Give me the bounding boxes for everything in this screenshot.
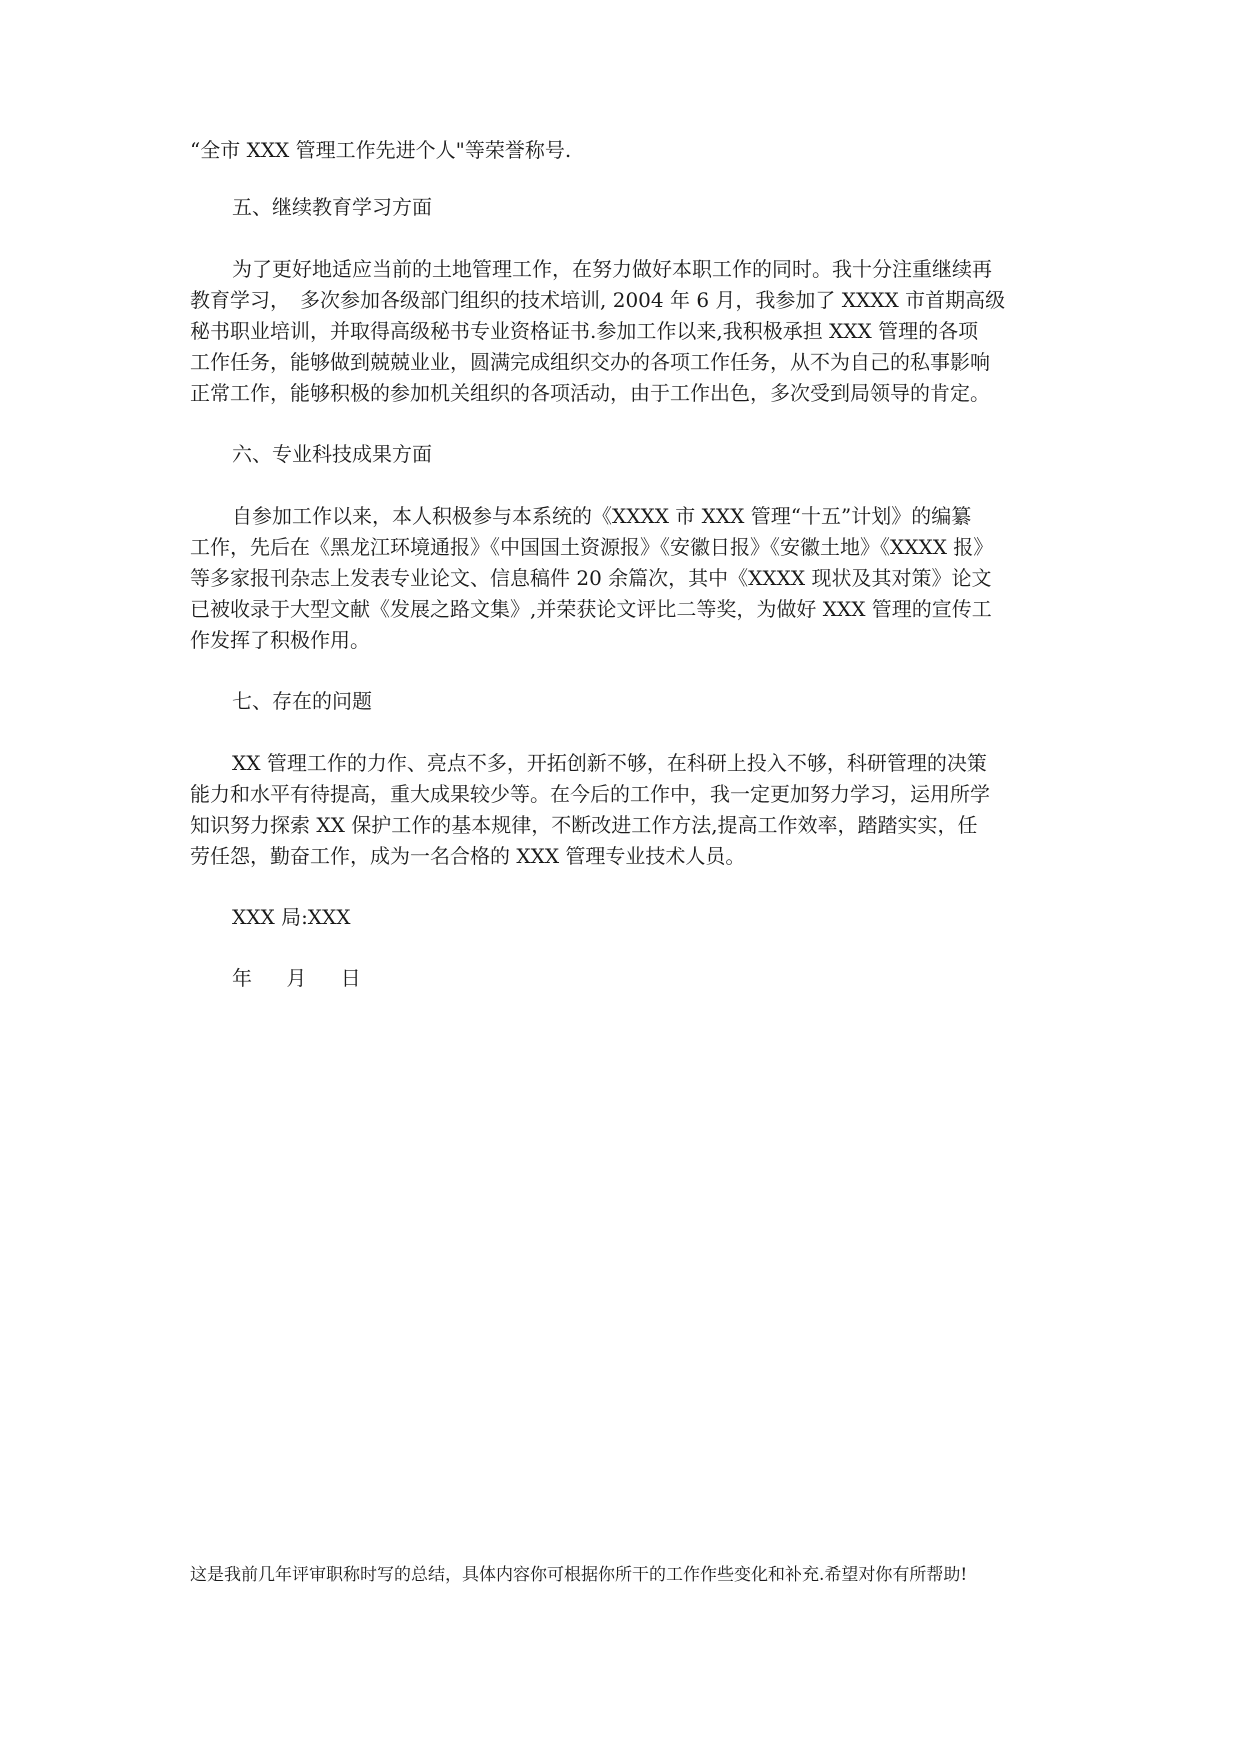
signature: XXX 局:XXX — [232, 905, 351, 929]
date-day: 日 — [340, 966, 361, 990]
paragraph-line: 工作，先后在《黑龙江环境通报》《中国国土资源报》《安徽日报》《安徽土地》《XXXX 报》 — [190, 535, 994, 559]
opening-line: “全市 XXX 管理工作先进个人"等荣誉称号. — [190, 138, 572, 162]
paragraph-line: 劳任怨，勤奋工作，成为一名合格的 XXX 管理专业技术人员。 — [190, 844, 746, 868]
paragraph-line: 能力和水平有待提高，重大成果较少等。在今后的工作中，我一定更加努力学习，运用所学 — [190, 782, 990, 806]
paragraph-line: 自参加工作以来，本人积极参与本系统的《XXXX 市 XXX 管理“十五”计划》的编纂 — [232, 504, 972, 528]
section-heading: 六、专业科技成果方面 — [232, 442, 432, 466]
paragraph-line: 教育学习， 多次参加各级部门组织的技术培训, 2004 年 6 月，我参加了 XXXX 市首期高级 — [190, 288, 1006, 312]
paragraph-line: 等多家报刊杂志上发表专业论文、信息稿件 20 余篇次，其中《XXXX 现状及其对策》论文 — [190, 566, 992, 590]
date-line — [232, 962, 1060, 994]
paragraph-line: 正常工作，能够积极的参加机关组织的各项活动，由于工作出色，多次受到局领导的肯定。 — [190, 381, 990, 405]
date-year: 年 — [232, 966, 252, 990]
paragraph-line: 为了更好地适应当前的土地管理工作，在努力做好本职工作的同时。我十分注重继续再 — [232, 257, 992, 281]
paragraph-line: 知识努力探索 XX 保护工作的基本规律，不断改进工作方法,提高工作效率，踏踏实实，任 — [190, 813, 978, 837]
date-month: 月 — [286, 966, 307, 990]
paragraph-line: 秘书职业培训，并取得高级秘书专业资格证书.参加工作以来,我积极承担 XXX 管理的各项 — [190, 319, 979, 343]
footer-note: 这是我前几年评审职称时写的总结，具体内容你可根据你所干的工作作些变化和补充.希望对你有所帮助! — [190, 1565, 968, 1585]
section-heading: 七、存在的问题 — [232, 689, 372, 713]
paragraph-line: 工作任务，能够做到兢兢业业，圆满完成组织交办的各项工作任务，从不为自己的私事影响 — [190, 350, 990, 374]
paragraph-line: XX 管理工作的力作、亮点不多，开拓创新不够，在科研上投入不够，科研管理的决策 — [232, 751, 987, 775]
paragraph-line: 作发挥了积极作用。 — [190, 628, 370, 652]
section-heading: 五、继续教育学习方面 — [232, 195, 432, 219]
paragraph-line: 已被收录于大型文献《发展之路文集》,并荣获论文评比二等奖，为做好 XXX 管理的宣传工 — [190, 597, 992, 621]
